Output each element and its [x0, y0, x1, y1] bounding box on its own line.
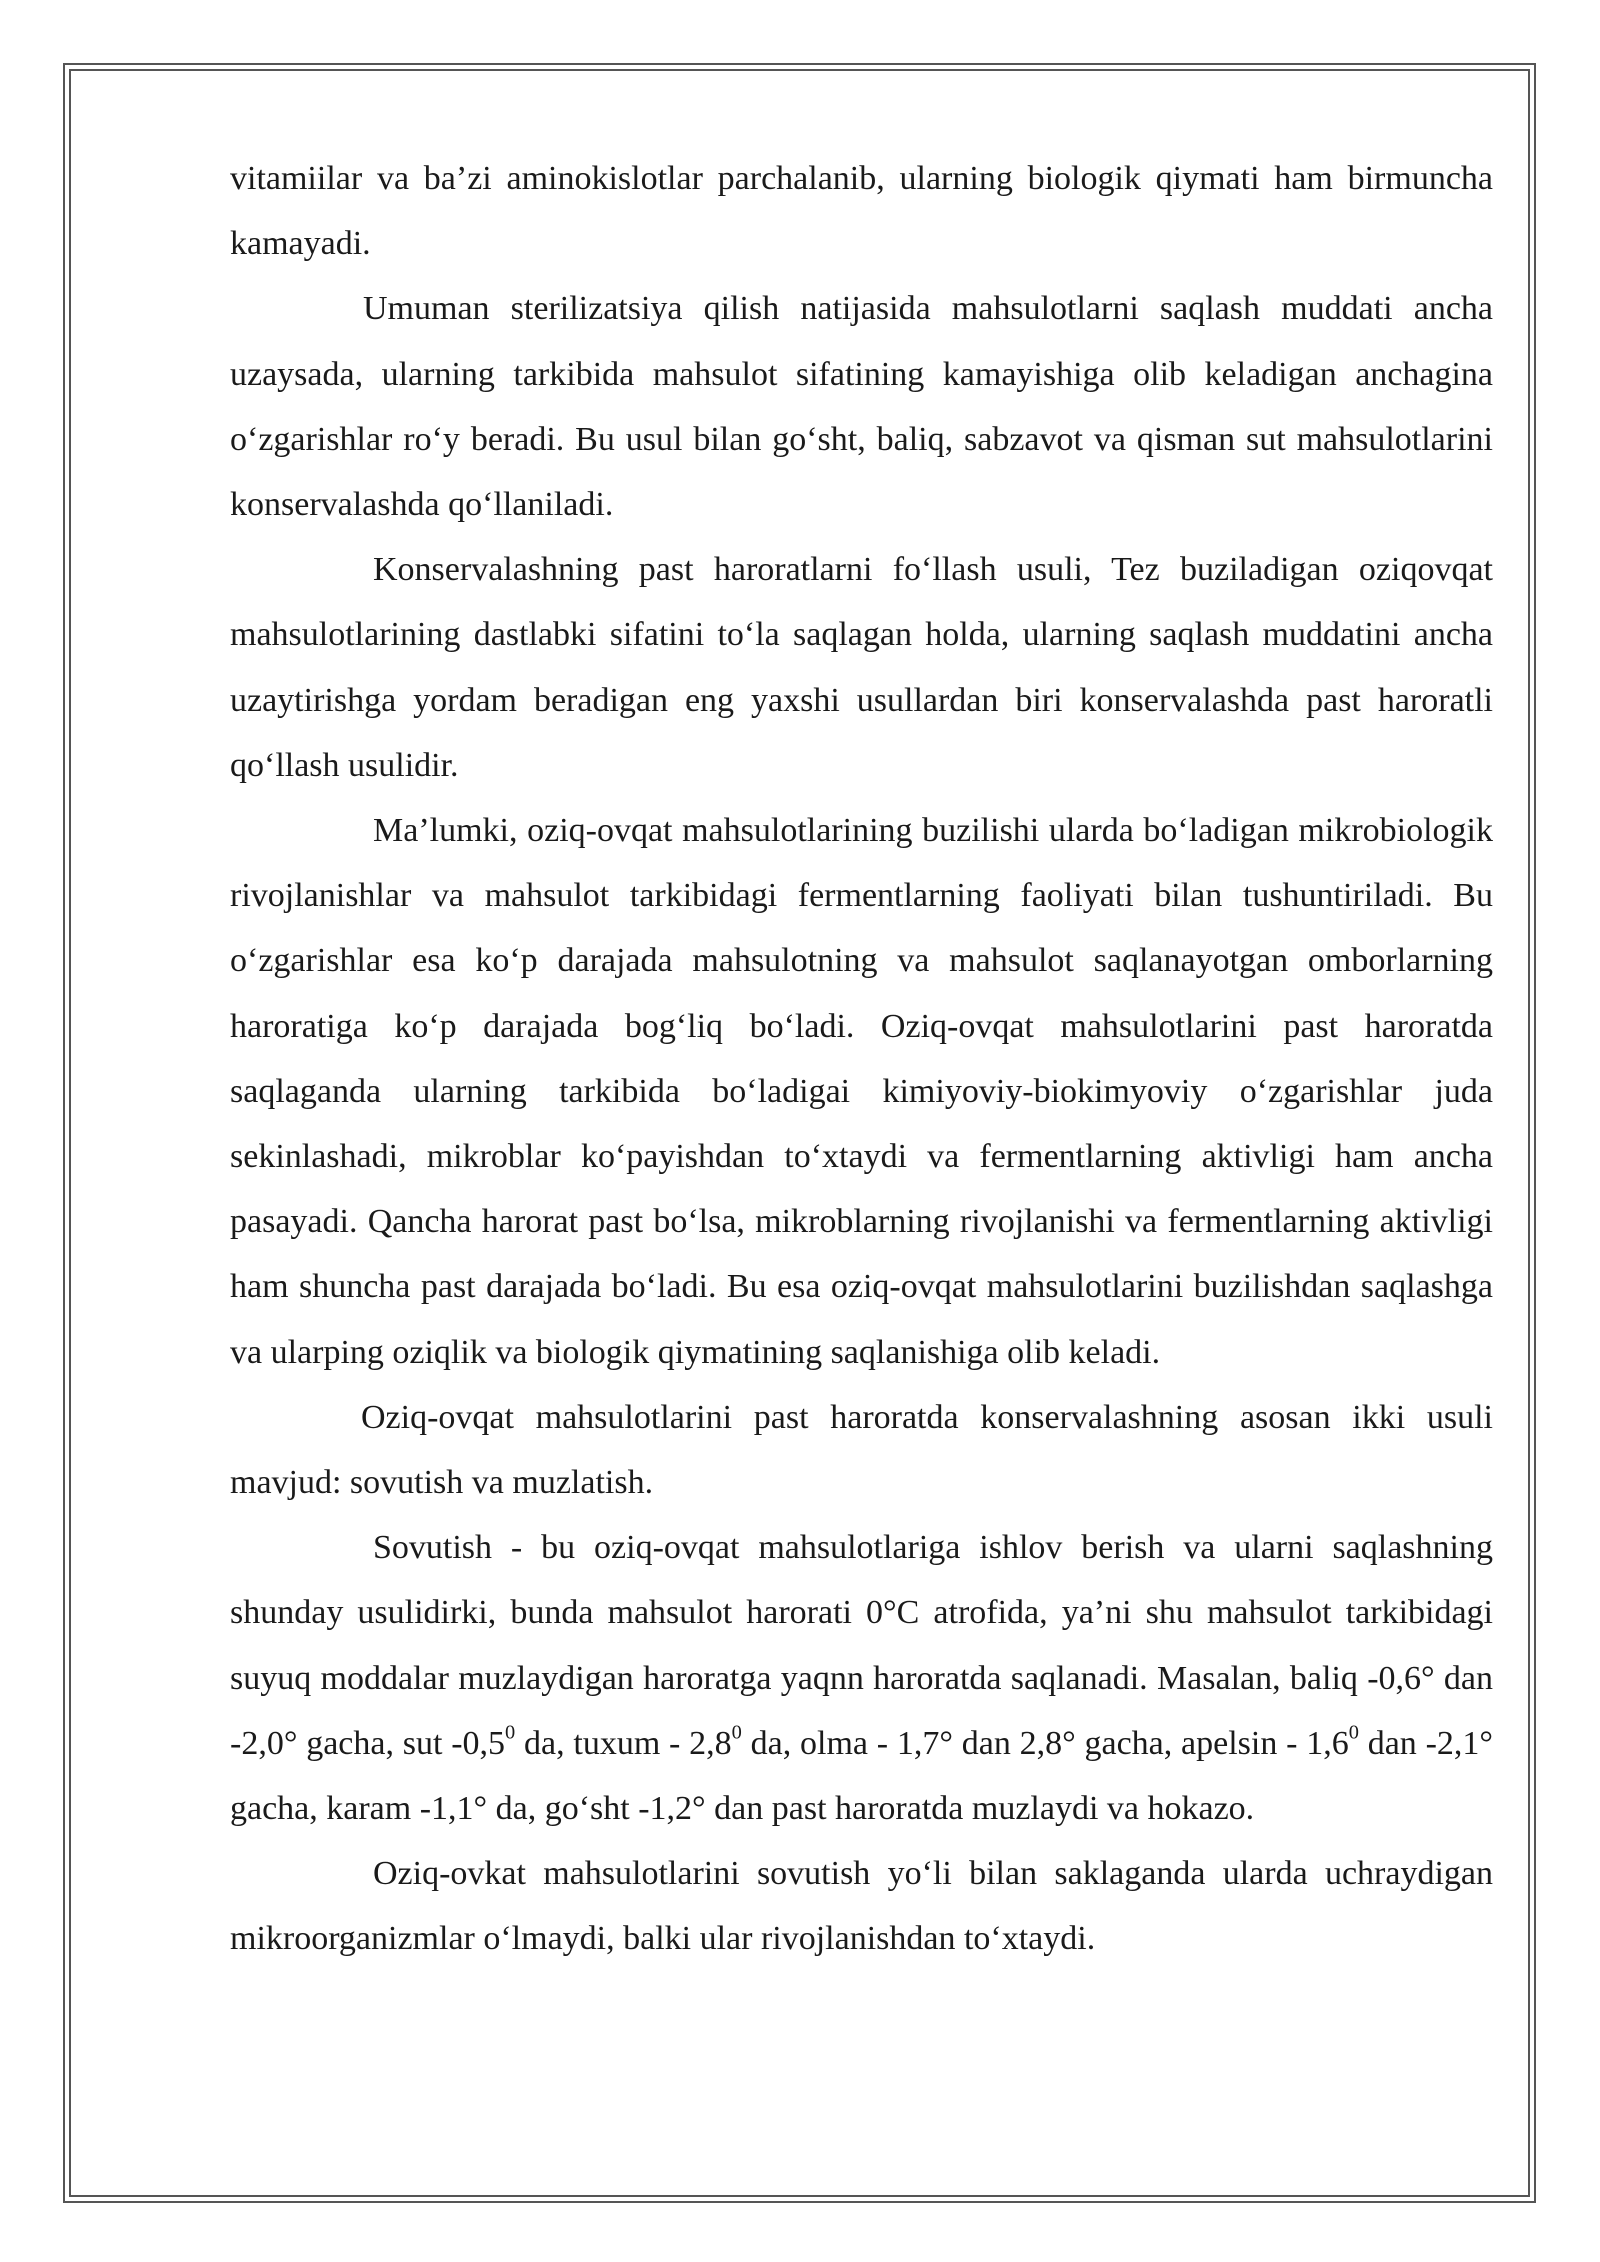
superscript-zero: 0	[505, 1721, 516, 1744]
paragraph-5: Oziq-ovqat mahsulotlarini past haroratda konservalashning asosan ikki usuli mavjud: sovutish va muzlatish.	[230, 1398, 1493, 1502]
superscript-zero: 0	[731, 1721, 742, 1744]
paragraph-7: Oziq-ovkat mahsulotlarini sovutish yo‘li bilan saklaganda ularda uchraydigan mikroorganizmlar o‘lmaydi, balki ular rivojlanishdan to‘xtaydi.	[230, 1855, 1493, 1958]
paragraph-6-part-4: dan -2,1° gacha, karam -1,1° da, go‘sht -1,2° dan past haroratda muzlaydi va hokazo.	[230, 1724, 1493, 1828]
paragraph-4: Ma’lumki, oziq-ovqat mahsulotlarining buzilishi ularda bo‘ladigan mikrobiologik rivojlanishlar va mahsulot tarkibidagi fermentlarning faoliyati bilan tushuntiriladi. Bu o‘zgarishlar esa ko‘p darajada mahsulotning va mahsulot saqlanayotgan omborlarning haroratiga ko‘p darajada bog‘liq bo‘ladi. Oziq-ovqat mahsulotlarini past haroratda saqlaganda ularning tarkibida bo‘ladigai kimiyoviy-biokimyoviy o‘zgarishlar juda sekinlashadi, mikroblar ko‘payishdan to‘xtaydi va fermentlarning aktivligi ham ancha pasayadi. Qancha harorat past bo‘lsa, mikroblarning rivojlanishi va fermentlarning aktivligi ham shuncha past darajada bo‘ladi. Bu esa oziq-ovqat mahsulotlarini buzilishdan saqlashga va ularping oziqlik va biologik qiymatining saqlanishiga olib keladi.	[230, 812, 1493, 1371]
paragraph-6	[230, 1515, 1493, 1841]
paragraph-2: Umuman sterilizatsiya qilish natijasida mahsulotlarni saqlash muddati ancha uzaysada, ularning tarkibida mahsulot sifatining kamayishiga olib keladigan anchagina o‘zgarishlar ro‘y beradi. Bu usul bilan go‘sht, baliq, sabzavot va qisman sut mahsulotlarini konservalashda qo‘llaniladi.	[230, 290, 1493, 524]
superscript-zero: 0	[1348, 1721, 1359, 1744]
paragraph-3: Konservalashning past haroratlarni fo‘llash usuli, Tez buziladigan oziqovqat mahsulotlarining dastlabki sifatini to‘la saqlagan holda, ularning saqlash muddatini ancha uzaytirishga yordam beradigan eng yaxshi usullardan biri konservalashda past haroratli qo‘llash usulidir.	[230, 551, 1493, 784]
document-body	[230, 146, 1493, 1972]
paragraph-6-part-1: Sovutish - bu oziq-ovqat mahsulotlariga ishlov berish va ularni saqlashning shunday usulidirki, bunda mahsulot harorati 0°C atrofida, ya’ni shu mahsulot tarkibidagi suyuq moddalar muzlaydigan haroratga yaqnn haroratda saqlanadi. Masalan, baliq -0,6° dan -2,0° gacha, sut -0,5	[230, 1529, 1493, 1762]
paragraph-6-part-2: da, tuxum - 2,8	[515, 1724, 732, 1762]
paragraph-1: vitamiilar va ba’zi aminokislotlar parchalanib, ularning biologik qiymati ham birmuncha kamayadi.	[230, 160, 1493, 263]
paragraph-6-part-3: da, olma - 1,7° dan 2,8° gacha, apelsin - 1,6	[741, 1724, 1349, 1762]
